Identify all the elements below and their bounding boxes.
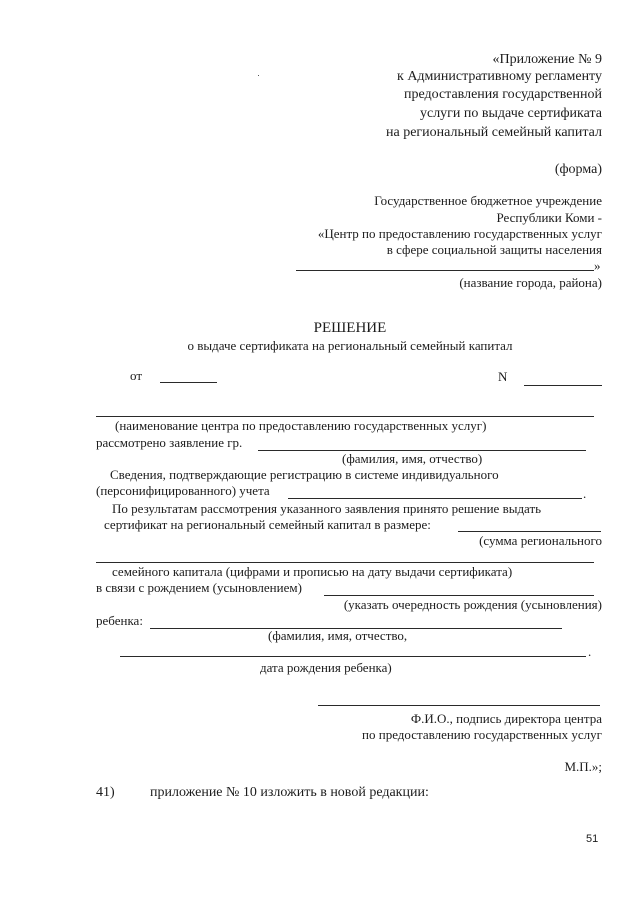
item-number: 41) — [96, 785, 115, 800]
center-caption: (наименование центра по предоставлению государственных услуг) — [115, 418, 487, 433]
page-number: 51 — [586, 833, 599, 845]
stamp-label: М.П.»; — [564, 759, 602, 774]
item-text: приложение № 10 изложить в новой редакции: — [150, 785, 429, 800]
amount-caption: семейного капитала (цифрами и прописью на дату выдачи сертификата) — [112, 564, 513, 579]
child-label: ребенка: — [96, 613, 143, 628]
signature-field-line — [318, 705, 600, 706]
number-label: N — [498, 369, 508, 384]
child-caption: (фамилия, имя, отчество, — [268, 628, 408, 643]
institution-line: «Центр по предоставлению государственных услуг — [317, 226, 602, 241]
center-name-field-line — [96, 416, 594, 417]
order-caption: (указать очередность рождения (усыновления) — [343, 597, 602, 612]
registration-field-line — [288, 498, 582, 499]
signature-caption: по предоставлению государственных услуг — [362, 727, 602, 742]
birth-label: в связи с рождением (усыновлением) — [96, 580, 302, 595]
number-field-line — [524, 385, 602, 386]
date-label: от — [130, 368, 143, 383]
institution-line: Республики Коми - — [496, 210, 602, 225]
annex-line: на региональный семейный капитал — [385, 125, 602, 140]
decision-subtitle: о выдаче сертификата на региональный семейный капитал — [187, 338, 513, 353]
child-caption: дата рождения ребенка) — [260, 660, 392, 675]
child-end: . — [588, 644, 592, 659]
institution-line: в сфере социальной защиты населения — [386, 242, 602, 257]
form-label: (форма) — [554, 162, 602, 177]
registration-text-line: Сведения, подтверждающие регистрацию в системе индивидуального — [110, 467, 499, 482]
amount-caption: (сумма регионального — [479, 533, 602, 548]
city-caption: (название города, района) — [459, 275, 602, 290]
considered-label: рассмотрено заявление гр. — [96, 435, 243, 450]
result-text-line: сертификат на региональный семейный капитал в размере: — [104, 517, 431, 532]
birth-order-field-line — [324, 595, 594, 596]
annex-line: услуги по выдаче сертификата — [419, 106, 602, 121]
institution-line: Государственное бюджетное учреждение — [374, 193, 602, 208]
registration-end: . — [583, 486, 587, 501]
annex-line: предоставления государственной — [403, 87, 602, 102]
institution-quote-close: » — [594, 258, 601, 273]
amount-field-line — [458, 531, 601, 532]
annex-title: «Приложение № 9 — [492, 52, 602, 67]
registration-text-line: (персонифицированного) учета — [96, 483, 270, 498]
decision-title: РЕШЕНИЕ — [313, 320, 387, 336]
result-text-line: По результатам рассмотрения указанного заявления принято решение выдать — [112, 501, 542, 516]
date-field-line — [160, 382, 217, 383]
amount-field-line — [96, 562, 594, 563]
annex-line: к Административному регламенту — [397, 69, 602, 84]
fio-caption: (фамилия, имя, отчество) — [342, 451, 483, 466]
signature-caption: Ф.И.О., подпись директора центра — [410, 711, 602, 726]
scan-speck — [258, 75, 259, 76]
city-name-field-line — [296, 270, 594, 271]
child-birthdate-field-line — [120, 656, 586, 657]
